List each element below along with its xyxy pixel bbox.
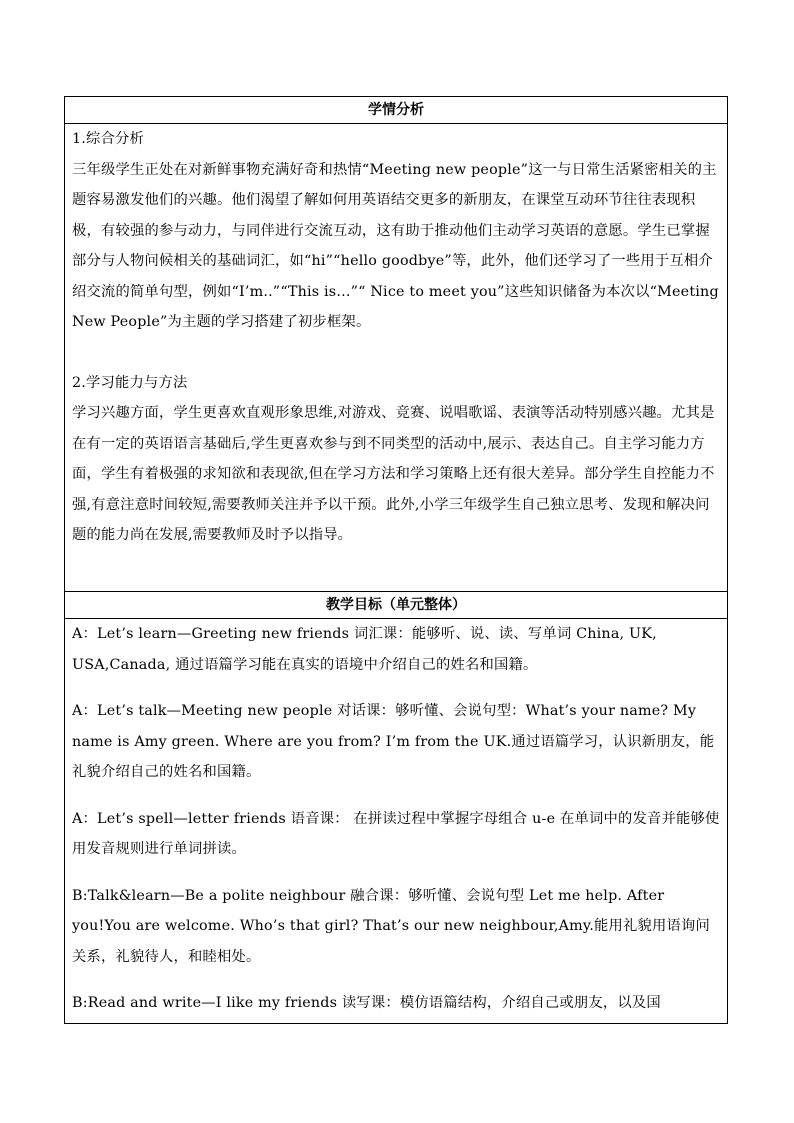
learner-analysis-cell [65, 124, 727, 592]
goal-item: A：Let’s talk—Meeting new people 对话课：够听懂、会说句型：What’s your name? My name is Amy green. Where are you from? I’m from the UK.通过语篇学习，认识新朋友，能礼貌介绍自己的姓名和国籍。 [72, 703, 715, 780]
subheading-comprehensive-analysis: 1.综合分析 [72, 131, 145, 147]
section-title: 学情分析 [368, 102, 424, 118]
document-table [64, 96, 728, 1024]
subheading-learning-ability: 2.学习能力与方法 [72, 374, 188, 391]
section-title: 教学目标（单元整体） [326, 597, 466, 613]
goal-item: B:Read and write—I like my friends 读写课：模仿语篇结构，介绍自己或朋友，以及国 [72, 995, 661, 1011]
goal-item: A：Let’s spell—letter friends 语音课： 在拼读过程中掌握字母组合 u-e 在单词中的发音并能够使用发音规则进行单词拼读。 [72, 810, 720, 857]
paragraph-learning-ability: 学习兴趣方面，学生更喜欢直观形象思维,对游戏、竞赛、说唱歌谣、表演等活动特别感兴趣。尤其是在有一定的英语语言基础后,学生更喜欢参与到不同类型的活动中,展示、表达自己。自主学习能力方面，学生有着极强的求知欲和表现欲,但在学习方法和学习策略上还有很大差异。部分学生自控能力不强,有意注意时间较短,需要教师关注并予以干预。此外,小学三年级学生自己独立思考、发现和解决问题的能力尚在发展,需要教师及时予以指导。 [72, 405, 715, 543]
teaching-goals-cell [65, 619, 727, 1023]
section-header-teaching-goals [65, 592, 727, 619]
section-header-learner-analysis [65, 97, 727, 124]
goal-item: A：Let’s learn—Greeting new friends 词汇课：能够听、说、读、写单词 China, UK, USA,Canada, 通过语篇学习能在真实的语境中介绍自己的姓名和国籍。 [72, 626, 657, 673]
paragraph-comprehensive-analysis: 三年级学生正处在对新鲜事物充满好奇和热情“Meeting new people”这一与日常生活紧密相关的主题容易激发他们的兴趣。他们渴望了解如何用英语结交更多的新朋友，在课堂互动环节往往表现积极，有较强的参与动力，与同伴进行交流互动，这有助于推动他们主动学习英语的意愿。学生已掌握部分与人物问候相关的基础词汇，如“hi”“hello goodbye”等，此外，他们还学习了一些用于互相介绍交流的简单句型，例如“I’m..”“This is...”“ Nice to meet you”这些知识储备为本次以“Meeting New People”为主题的学习搭建了初步框架。 [72, 161, 719, 330]
goal-item: B:Talk&learn—Be a polite neighbour 融合课：够听懂、会说句型 Let me help. After you!You are welcome. Who’s that girl? That’s our new neighbour,Amy.能用礼貌用语询问关系，礼貌待人，和睦相处。 [72, 887, 711, 965]
